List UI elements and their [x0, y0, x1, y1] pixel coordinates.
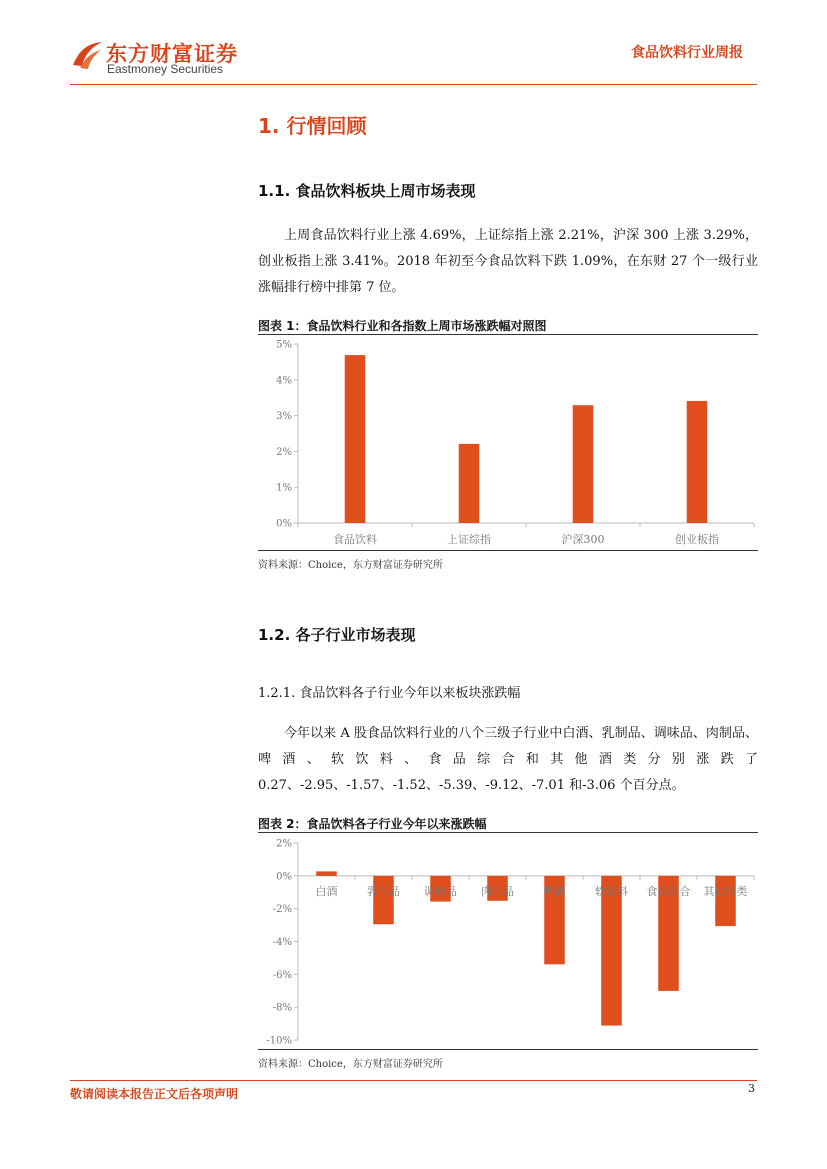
x-category-label: 沪深300 — [561, 533, 605, 546]
y-tick-label: 3% — [276, 411, 292, 423]
bar-白酒 — [316, 871, 337, 875]
logo-text-en: Eastmoney Securities — [107, 62, 224, 76]
footer-disclaimer: 敬请阅读本报告正文后各项声明 — [70, 1087, 239, 1101]
y-tick-label: -10% — [266, 1035, 292, 1047]
section-heading: 1. 行情回顾 — [258, 114, 367, 138]
paragraph-subindustry-performance: 今年以来 A 股食品饮料行业的八个三级子行业中白酒、乳制品、调味品、肉制品、啤酒、软饮料、食品综合和其他酒类分别涨跌了 0.27、-2.95、-1.57、-1.52、-5.39、-9.12、-7.01 和-3.06 个百分点。 — [258, 726, 758, 793]
figure1-bottom-rule — [258, 550, 758, 551]
x-category-label: 调味品 — [424, 884, 457, 898]
footer-divider — [70, 1080, 757, 1081]
subsection-heading-1-2: 1.2. 各子行业市场表现 — [258, 626, 416, 644]
bar-食品饮料 — [345, 355, 366, 523]
bar-乳制品 — [373, 876, 394, 924]
x-category-label: 创业板指 — [675, 533, 719, 546]
figure1-chart — [258, 336, 758, 550]
x-category-label: 软饮料 — [595, 884, 628, 898]
x-category-label: 白酒 — [315, 884, 338, 898]
y-tick-label: -8% — [272, 1002, 292, 1014]
x-category-label: 食品饮料 — [333, 533, 377, 546]
subsection-heading-1-1: 1.1. 食品饮料板块上周市场表现 — [258, 182, 476, 200]
company-logo — [70, 36, 270, 80]
figure2-source: 资料来源：Choice，东方财富证券研究所 — [258, 1059, 443, 1070]
paragraph-market-performance: 上周食品饮料行业上涨 4.69%，上证综指上涨 2.21%，沪深 300 上涨 3.29%，创业板指上涨 3.41%。2018 年初至今食品饮料下跌 1.09%，在东财 27 个一级行业涨幅排行榜中排第 7 位。 — [258, 228, 758, 295]
x-category-label: 乳制品 — [367, 884, 400, 898]
y-tick-label: 5% — [276, 339, 292, 351]
report-type-label: 食品饮料行业周报 — [631, 45, 743, 61]
header-divider — [70, 84, 757, 85]
x-category-label: 其他酒类 — [703, 884, 748, 898]
y-tick-label: 0% — [276, 518, 292, 530]
x-category-label: 食品综合 — [646, 884, 691, 898]
x-category-label: 啤酒 — [543, 884, 566, 898]
subsection-heading-1-2-1: 1.2.1. 食品饮料各子行业今年以来板块涨跌幅 — [258, 686, 521, 701]
bar-上证综指 — [459, 444, 480, 523]
figure1-source: 资料来源：Choice，东方财富证券研究所 — [258, 560, 443, 571]
logo-text-cn: 东方财富证券 — [106, 42, 238, 66]
y-tick-label: 4% — [276, 375, 292, 387]
figure2-bottom-rule — [258, 1049, 758, 1050]
y-tick-label: -2% — [272, 904, 292, 916]
logo-mark-icon — [70, 38, 104, 72]
figure1-top-rule — [258, 334, 758, 335]
y-tick-label: -6% — [272, 969, 292, 981]
y-tick-label: 1% — [276, 482, 292, 494]
page-number: 3 — [748, 1082, 755, 1095]
y-tick-label: -4% — [272, 937, 292, 948]
figure2-title: 图表 2：食品饮料各子行业今年以来涨跌幅 — [258, 817, 487, 831]
y-tick-label: 2% — [276, 446, 292, 458]
figure2-chart — [258, 834, 758, 1048]
x-category-label: 上证综指 — [447, 533, 491, 546]
bar-创业板指 — [687, 401, 708, 523]
bar-其他酒类 — [715, 876, 736, 926]
y-tick-label: 2% — [276, 838, 292, 850]
y-tick-label: 0% — [276, 871, 292, 883]
x-category-label: 肉制品 — [481, 884, 514, 898]
figure1-title: 图表 1：食品饮料行业和各指数上周市场涨跌幅对照图 — [258, 319, 547, 333]
bar-沪深300 — [573, 405, 594, 523]
bar-软饮料 — [601, 876, 622, 1026]
figure2-top-rule — [258, 832, 758, 833]
